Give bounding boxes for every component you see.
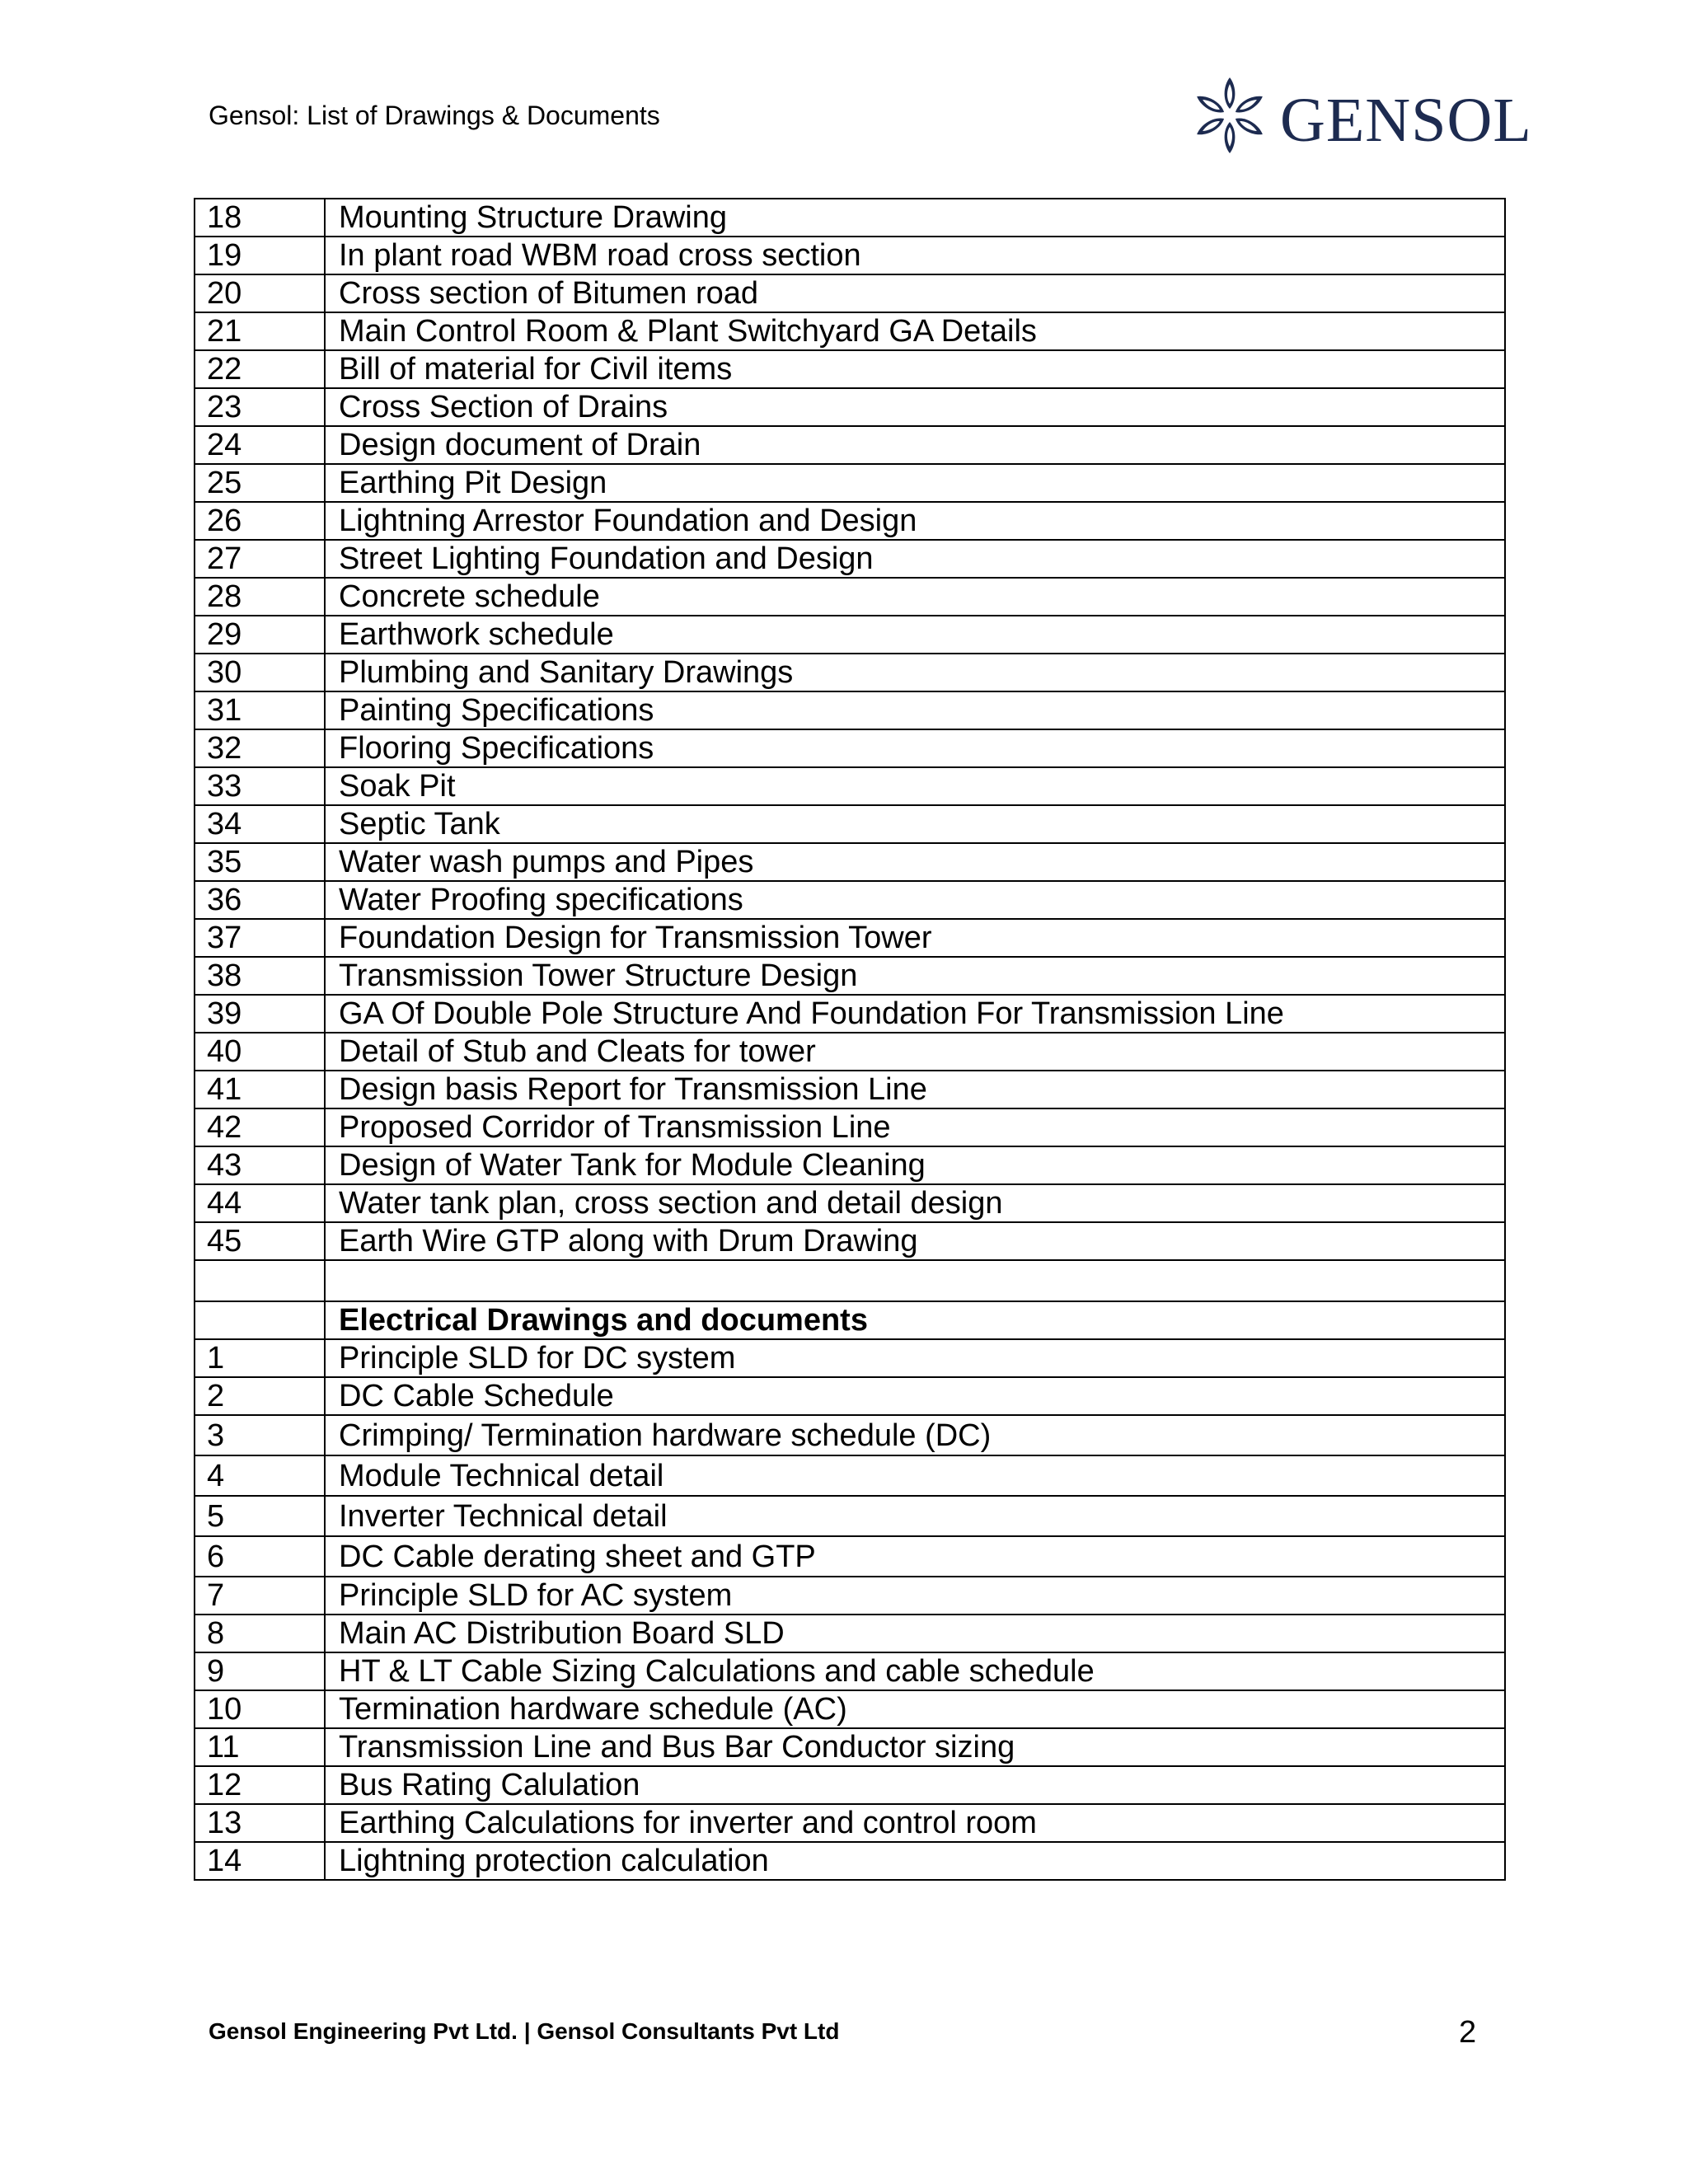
table-row [195, 350, 1505, 388]
row-description-cell: DC Cable Schedule [325, 1377, 1505, 1415]
row-description-cell: Design of Water Tank for Module Cleaning [325, 1146, 1505, 1184]
row-number-cell: 38 [195, 957, 325, 995]
document-header-title: Gensol: List of Drawings & Documents [209, 101, 660, 130]
table-body [195, 199, 1505, 1880]
row-number-cell: 22 [195, 350, 325, 388]
row-number-cell [195, 1301, 325, 1339]
table-row [195, 1728, 1505, 1766]
row-description-cell: Design basis Report for Transmission Line [325, 1071, 1505, 1108]
row-description-cell: Transmission Tower Structure Design [325, 957, 1505, 995]
row-description-cell: Soak Pit [325, 767, 1505, 805]
row-number-cell: 18 [195, 199, 325, 237]
drawings-documents-table [194, 198, 1506, 1881]
row-number-cell: 11 [195, 1728, 325, 1766]
row-number-cell: 42 [195, 1108, 325, 1146]
row-description-cell: Crimping/ Termination hardware schedule (DC) [325, 1415, 1505, 1455]
row-description-cell: Earthing Pit Design [325, 464, 1505, 502]
row-number-cell: 4 [195, 1455, 325, 1496]
row-description-cell: Water Proofing specifications [325, 881, 1505, 919]
row-number-cell: 35 [195, 843, 325, 881]
row-description-cell: Septic Tank [325, 805, 1505, 843]
row-number-cell: 29 [195, 616, 325, 654]
row-number-cell: 43 [195, 1146, 325, 1184]
row-description-cell: Lightning protection calculation [325, 1842, 1505, 1880]
row-number-cell: 23 [195, 388, 325, 426]
row-number-cell: 27 [195, 540, 325, 578]
table-row [195, 1842, 1505, 1880]
row-number-cell: 9 [195, 1652, 325, 1690]
table-row [195, 1652, 1505, 1690]
row-description-cell: Cross section of Bitumen road [325, 274, 1505, 312]
table-row [195, 199, 1505, 237]
row-number-cell: 37 [195, 919, 325, 957]
row-number-cell: 7 [195, 1577, 325, 1615]
row-number-cell: 1 [195, 1339, 325, 1377]
row-number-cell: 40 [195, 1033, 325, 1071]
row-number-cell: 2 [195, 1377, 325, 1415]
row-description-cell: Concrete schedule [325, 578, 1505, 616]
row-description-cell: Termination hardware schedule (AC) [325, 1690, 1505, 1728]
row-description-cell: Bill of material for Civil items [325, 350, 1505, 388]
table-row [195, 843, 1505, 881]
table-row [195, 312, 1505, 350]
row-number-cell: 10 [195, 1690, 325, 1728]
table-row [195, 1222, 1505, 1260]
table-row [195, 464, 1505, 502]
table-row [195, 1415, 1505, 1455]
row-description-cell: Mounting Structure Drawing [325, 199, 1505, 237]
row-description-cell: Principle SLD for AC system [325, 1577, 1505, 1615]
row-description-cell [325, 1260, 1505, 1301]
row-description-cell: Water tank plan, cross section and detail design [325, 1184, 1505, 1222]
table-row [195, 1577, 1505, 1615]
section-heading-cell: Electrical Drawings and documents [325, 1301, 1505, 1339]
row-description-cell: Flooring Specifications [325, 729, 1505, 767]
row-number-cell: 44 [195, 1184, 325, 1222]
table-row [195, 426, 1505, 464]
row-description-cell: HT & LT Cable Sizing Calculations and cable schedule [325, 1652, 1505, 1690]
row-number-cell: 25 [195, 464, 325, 502]
row-description-cell: Earth Wire GTP along with Drum Drawing [325, 1222, 1505, 1260]
logo-wordmark: GENSOL [1280, 86, 1532, 155]
row-description-cell: Proposed Corridor of Transmission Line [325, 1108, 1505, 1146]
row-number-cell: 34 [195, 805, 325, 843]
row-description-cell: Foundation Design for Transmission Tower [325, 919, 1505, 957]
page-number: 2 [1459, 2015, 1477, 2050]
table-row [195, 1339, 1505, 1377]
table-row [195, 1260, 1505, 1301]
table-row [195, 1146, 1505, 1184]
table-row [195, 1536, 1505, 1577]
row-number-cell: 24 [195, 426, 325, 464]
row-description-cell: Inverter Technical detail [325, 1496, 1505, 1536]
flower-icon [1192, 71, 1274, 162]
row-description-cell: Water wash pumps and Pipes [325, 843, 1505, 881]
table-row [195, 578, 1505, 616]
table-row [195, 1301, 1505, 1339]
row-number-cell: 14 [195, 1842, 325, 1880]
table-row [195, 237, 1505, 274]
table-row [195, 1766, 1505, 1804]
table-row [195, 1496, 1505, 1536]
row-number-cell: 30 [195, 654, 325, 691]
table-row [195, 691, 1505, 729]
row-description-cell: Earthwork schedule [325, 616, 1505, 654]
row-description-cell: Detail of Stub and Cleats for tower [325, 1033, 1505, 1071]
table-row [195, 540, 1505, 578]
footer-company-name: Gensol Engineering Pvt Ltd. | Gensol Consultants Pvt Ltd [209, 2018, 840, 2044]
row-number-cell: 3 [195, 1415, 325, 1455]
gensol-logo [1192, 71, 1532, 162]
row-number-cell: 8 [195, 1615, 325, 1652]
row-description-cell: Earthing Calculations for inverter and control room [325, 1804, 1505, 1842]
row-number-cell: 39 [195, 995, 325, 1033]
row-description-cell: Street Lighting Foundation and Design [325, 540, 1505, 578]
table-row [195, 274, 1505, 312]
table-row [195, 1108, 1505, 1146]
row-number-cell: 13 [195, 1804, 325, 1842]
table-row [195, 729, 1505, 767]
row-description-cell: In plant road WBM road cross section [325, 237, 1505, 274]
row-number-cell: 5 [195, 1496, 325, 1536]
table-row [195, 1071, 1505, 1108]
table-row [195, 1377, 1505, 1415]
row-number-cell [195, 1260, 325, 1301]
row-number-cell: 20 [195, 274, 325, 312]
table-row [195, 957, 1505, 995]
table-row [195, 767, 1505, 805]
row-number-cell: 41 [195, 1071, 325, 1108]
row-number-cell: 21 [195, 312, 325, 350]
row-description-cell: Design document of Drain [325, 426, 1505, 464]
table-row [195, 995, 1505, 1033]
table-row [195, 654, 1505, 691]
row-description-cell: Main Control Room & Plant Switchyard GA Details [325, 312, 1505, 350]
row-description-cell: Principle SLD for DC system [325, 1339, 1505, 1377]
row-description-cell: Painting Specifications [325, 691, 1505, 729]
row-description-cell: DC Cable derating sheet and GTP [325, 1536, 1505, 1577]
row-number-cell: 28 [195, 578, 325, 616]
table-row [195, 388, 1505, 426]
table-row [195, 1615, 1505, 1652]
table-row [195, 1033, 1505, 1071]
table-row [195, 1804, 1505, 1842]
row-number-cell: 31 [195, 691, 325, 729]
row-number-cell: 12 [195, 1766, 325, 1804]
table-row [195, 502, 1505, 540]
row-number-cell: 36 [195, 881, 325, 919]
table-row [195, 1455, 1505, 1496]
row-description-cell: Lightning Arrestor Foundation and Design [325, 502, 1505, 540]
row-number-cell: 26 [195, 502, 325, 540]
row-number-cell: 32 [195, 729, 325, 767]
row-number-cell: 33 [195, 767, 325, 805]
table-row [195, 1184, 1505, 1222]
table-row [195, 881, 1505, 919]
row-number-cell: 6 [195, 1536, 325, 1577]
row-description-cell: Module Technical detail [325, 1455, 1505, 1496]
row-number-cell: 45 [195, 1222, 325, 1260]
row-description-cell: GA Of Double Pole Structure And Foundation For Transmission Line [325, 995, 1505, 1033]
table-row [195, 805, 1505, 843]
row-description-cell: Bus Rating Calulation [325, 1766, 1505, 1804]
row-description-cell: Cross Section of Drains [325, 388, 1505, 426]
row-description-cell: Transmission Line and Bus Bar Conductor sizing [325, 1728, 1505, 1766]
table-row [195, 1690, 1505, 1728]
row-description-cell: Plumbing and Sanitary Drawings [325, 654, 1505, 691]
row-number-cell: 19 [195, 237, 325, 274]
row-description-cell: Main AC Distribution Board SLD [325, 1615, 1505, 1652]
table-row [195, 616, 1505, 654]
table-row [195, 919, 1505, 957]
